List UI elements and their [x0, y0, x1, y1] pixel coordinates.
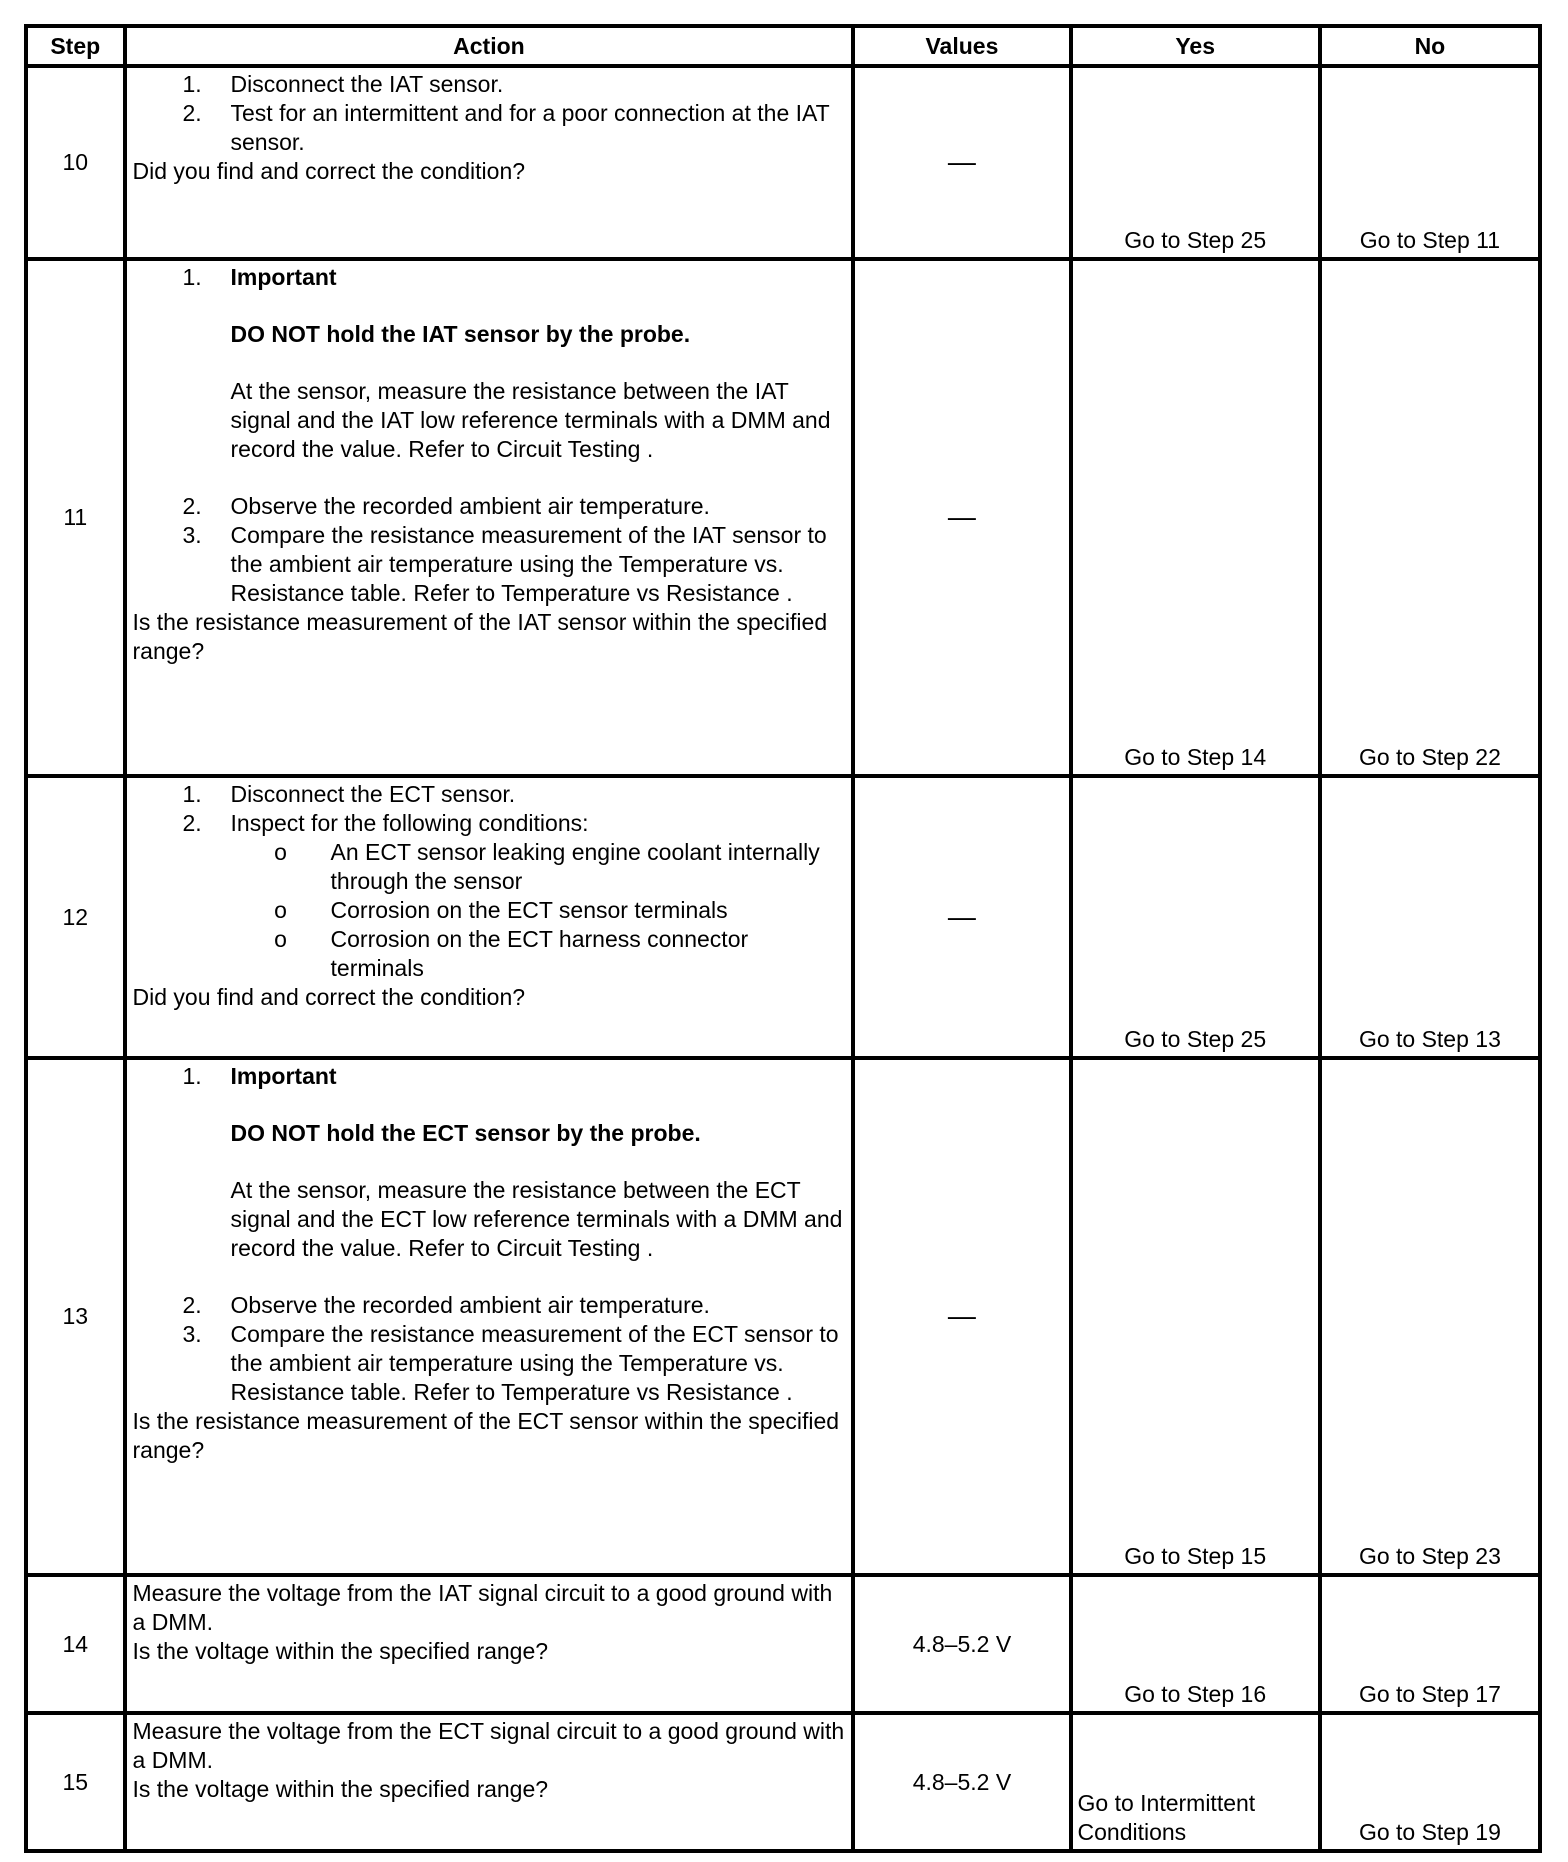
- header-step: Step: [26, 26, 125, 66]
- list-item: 1. Disconnect the ECT sensor.: [182, 781, 516, 807]
- list-item: 2. Observe the recorded ambient air temperature.: [182, 493, 710, 519]
- table-row: [26, 1575, 1540, 1713]
- yes-link[interactable]: Go to Step 15: [1071, 1058, 1320, 1575]
- list-item: 2. Observe the recorded ambient air temperature.: [182, 1292, 710, 1318]
- question: Did you find and correct the condition?: [132, 158, 526, 184]
- action-cell: [125, 1058, 854, 1575]
- list-item: 3. Compare the resistance measurement of the IAT sensor to the ambient air temperature using the Temperature vs. Resistance table. Refer to Temperature vs Resistance .: [182, 522, 827, 606]
- sub-list-item: o Corrosion on the ECT sensor terminals: [274, 897, 728, 923]
- list-item: 2. Test for an intermittent and for a poor connection at the IAT sensor.: [182, 100, 830, 155]
- action-cell: [125, 1575, 854, 1713]
- action-cell: [125, 776, 854, 1058]
- list-item: 1. Important DO NOT hold the ECT sensor by the probe. At the sensor, measure the resistance between the ECT signal and the ECT low reference terminals with a DMM and record the value. Refer to Circuit Testing .: [133, 1062, 846, 1291]
- question: Is the voltage within the specified range?: [132, 1638, 549, 1664]
- table-row: [26, 776, 1540, 1058]
- list-item: 1. Disconnect the IAT sensor.: [182, 71, 504, 97]
- table-row: [26, 1058, 1540, 1575]
- step-number: 13: [26, 1058, 125, 1575]
- important-label: Important: [230, 264, 337, 290]
- diagnostic-table: [24, 24, 1542, 1853]
- table-row: [26, 66, 1540, 259]
- value-cell: 4.8–5.2 V: [853, 1575, 1070, 1713]
- step-number: 14: [26, 1575, 125, 1713]
- question: Is the resistance measurement of the ECT sensor within the specified range?: [132, 1408, 840, 1463]
- value-cell: —: [853, 1058, 1070, 1575]
- header-values: Values: [853, 26, 1070, 66]
- action-cell: [125, 259, 854, 776]
- question: Is the resistance measurement of the IAT sensor within the specified range?: [132, 609, 828, 664]
- action-text: Measure the voltage from the ECT signal circuit to a good ground with a DMM.: [132, 1718, 845, 1773]
- question: Is the voltage within the specified range?: [132, 1776, 549, 1802]
- list-item: 1. Important DO NOT hold the IAT sensor by the probe. At the sensor, measure the resistance between the IAT signal and the IAT low reference terminals with a DMM and record the value. Refer to Circuit Testing .: [133, 263, 846, 492]
- sub-list-item: o An ECT sensor leaking engine coolant internally through the sensor: [274, 839, 820, 894]
- yes-link[interactable]: Go to Step 14: [1071, 259, 1320, 776]
- yes-link[interactable]: Go to Step 25: [1071, 776, 1320, 1058]
- question: Did you find and correct the condition?: [132, 984, 526, 1010]
- header-action: Action: [125, 26, 854, 66]
- no-link[interactable]: Go to Step 23: [1320, 1058, 1540, 1575]
- action-cell: [125, 1713, 854, 1851]
- yes-link[interactable]: Go to Intermittent Conditions: [1071, 1713, 1320, 1851]
- no-link[interactable]: Go to Step 11: [1320, 66, 1540, 259]
- sub-list-item: o Corrosion on the ECT harness connector terminals: [274, 926, 749, 981]
- table-row: [26, 259, 1540, 776]
- value-cell: —: [853, 776, 1070, 1058]
- value-cell: —: [853, 66, 1070, 259]
- table-row: [26, 1713, 1540, 1851]
- no-link[interactable]: Go to Step 17: [1320, 1575, 1540, 1713]
- list-item: 3. Compare the resistance measurement of the ECT sensor to the ambient air temperature using the Temperature vs. Resistance table. Refer to Temperature vs Resistance .: [182, 1321, 839, 1405]
- yes-link[interactable]: Go to Step 25: [1071, 66, 1320, 259]
- list-item: 2. Inspect for the following conditions:: [182, 810, 589, 836]
- no-link[interactable]: Go to Step 19: [1320, 1713, 1540, 1851]
- no-link[interactable]: Go to Step 22: [1320, 259, 1540, 776]
- value-cell: —: [853, 259, 1070, 776]
- step-number: 12: [26, 776, 125, 1058]
- step-number: 15: [26, 1713, 125, 1851]
- step-number: 11: [26, 259, 125, 776]
- header-no: No: [1320, 26, 1540, 66]
- yes-link[interactable]: Go to Step 16: [1071, 1575, 1320, 1713]
- action-cell: [125, 66, 854, 259]
- value-cell: 4.8–5.2 V: [853, 1713, 1070, 1851]
- important-note: DO NOT hold the ECT sensor by the probe.: [230, 1120, 701, 1146]
- header-row: [26, 26, 1540, 66]
- step-number: 10: [26, 66, 125, 259]
- important-label: Important: [230, 1063, 337, 1089]
- important-note: DO NOT hold the IAT sensor by the probe.: [230, 321, 691, 347]
- action-text: Measure the voltage from the IAT signal circuit to a good ground with a DMM.: [132, 1580, 833, 1635]
- header-yes: Yes: [1071, 26, 1320, 66]
- no-link[interactable]: Go to Step 13: [1320, 776, 1540, 1058]
